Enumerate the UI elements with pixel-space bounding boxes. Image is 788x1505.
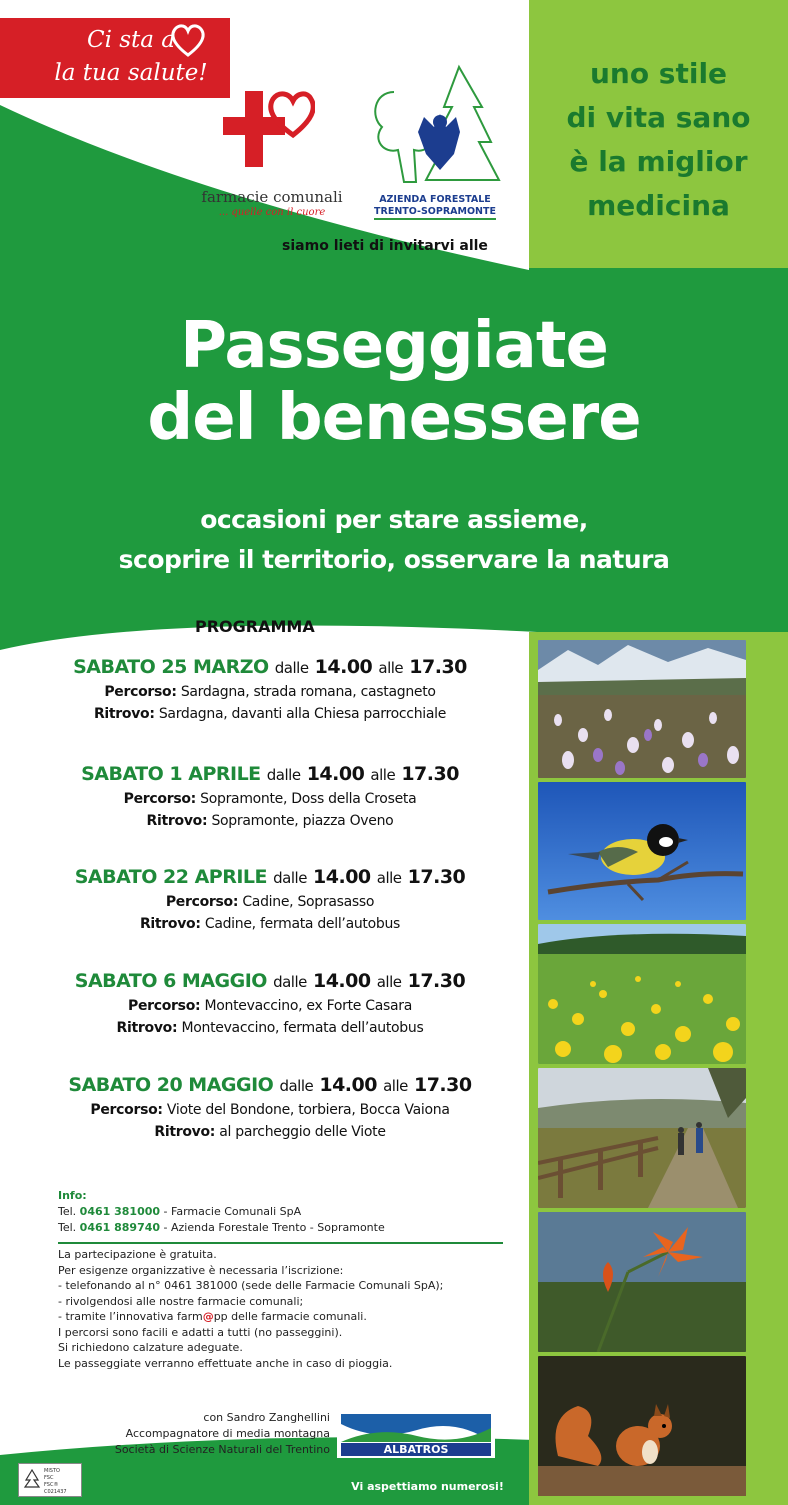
event-meeting bbox=[30, 810, 510, 832]
app-at-symbol: @ bbox=[202, 1310, 214, 1323]
event-day: SABATO 6 MAGGIO bbox=[74, 970, 267, 992]
subtitle bbox=[0, 500, 788, 580]
event-when bbox=[30, 1072, 510, 1099]
guide-line: Società di Scienze Naturali del Trentino bbox=[114, 1443, 330, 1456]
event-item bbox=[30, 1072, 510, 1143]
slogan-line-3: è la miglior bbox=[569, 145, 748, 178]
meeting-value: al parcheggio delle Viote bbox=[219, 1124, 386, 1140]
guide-credit bbox=[90, 1410, 330, 1458]
event-meeting bbox=[30, 1017, 510, 1039]
fsc-line: MISTO bbox=[44, 1468, 60, 1474]
event-end: 17.30 bbox=[407, 866, 466, 888]
event-item bbox=[30, 968, 510, 1039]
guide-line: con Sandro Zanghellini bbox=[203, 1411, 330, 1424]
meeting-value: Sardagna, davanti alla Chiesa parrocchiale bbox=[158, 706, 447, 722]
note-line: Per esigenze organizzative è necessaria l’iscrizione: bbox=[58, 1263, 344, 1277]
event-route bbox=[30, 995, 510, 1017]
tel-prefix: Tel. bbox=[58, 1221, 77, 1234]
meeting-value: Sopramonte, piazza Oveno bbox=[211, 813, 394, 829]
event-day: SABATO 22 APRILE bbox=[74, 866, 268, 888]
event-start: 14.00 bbox=[313, 866, 371, 888]
meeting-label: Ritrovo: bbox=[93, 706, 155, 722]
farmacie-tagline: ... quelle con il cuore bbox=[218, 207, 326, 218]
forest-eagle-logo bbox=[364, 62, 514, 192]
badge-line-2: la tua salute! bbox=[54, 60, 208, 86]
event-start: 14.00 bbox=[306, 763, 365, 785]
note-line: - telefonando al n° 0461 381000 (sede delle Farmacie Comunali SpA); bbox=[58, 1279, 444, 1292]
to-label: alle bbox=[370, 766, 396, 784]
note-line bbox=[58, 1309, 508, 1325]
route-label: Percorso: bbox=[165, 894, 239, 910]
slogan-line-2: di vita sano bbox=[566, 101, 751, 134]
event-end: 17.30 bbox=[409, 656, 467, 678]
note-line: La partecipazione è gratuita. bbox=[58, 1248, 217, 1261]
event-day: SABATO 25 MARZO bbox=[73, 656, 269, 678]
photo-orange-lily bbox=[538, 1212, 746, 1352]
meeting-label: Ritrovo: bbox=[116, 1020, 178, 1036]
note-line: I percorsi sono facili e adatti a tutti (no passeggini). bbox=[58, 1325, 343, 1339]
from-label: dalle bbox=[273, 869, 307, 887]
route-value: Cadine, Soprasasso bbox=[242, 894, 375, 910]
farmacie-name: farmacie comunali bbox=[201, 188, 343, 206]
event-end: 17.30 bbox=[413, 1074, 472, 1096]
route-label: Percorso: bbox=[123, 791, 196, 807]
phone-desc: - Azienda Forestale Trento - Sopramonte bbox=[163, 1221, 385, 1234]
event-meeting bbox=[30, 703, 510, 725]
main-title bbox=[0, 310, 788, 454]
meeting-value: Montevaccino, fermata dell’autobus bbox=[181, 1020, 424, 1036]
to-label: alle bbox=[376, 973, 402, 991]
title-line-2: del benessere bbox=[147, 381, 641, 455]
albatros-wordmark: ALBATROS bbox=[383, 1443, 449, 1456]
event-start: 14.00 bbox=[312, 970, 371, 992]
slogan-line-4: medicina bbox=[587, 189, 730, 222]
heart-icon bbox=[168, 22, 208, 58]
photo-great-tit-bird bbox=[538, 782, 746, 920]
event-end: 17.30 bbox=[401, 763, 459, 785]
route-label: Percorso: bbox=[90, 1102, 163, 1118]
closing-text: Vi aspettiamo numerosi! bbox=[351, 1480, 504, 1493]
phone-number: 0461 889740 bbox=[79, 1221, 161, 1234]
tree-check-icon bbox=[22, 1468, 42, 1490]
forest-name bbox=[360, 194, 510, 220]
event-when bbox=[30, 761, 510, 788]
note-part: pp delle farmacie comunali. bbox=[213, 1310, 367, 1323]
slogan bbox=[529, 52, 788, 228]
photo-dandelion-meadow bbox=[538, 924, 746, 1064]
program-heading: PROGRAMMA bbox=[195, 617, 315, 636]
photo-hikers-path bbox=[538, 1068, 746, 1208]
event-end: 17.30 bbox=[407, 970, 466, 992]
divider bbox=[58, 1242, 503, 1244]
from-label: dalle bbox=[279, 1077, 314, 1095]
from-label: dalle bbox=[274, 659, 309, 677]
event-route bbox=[30, 681, 510, 703]
note-line: Si richiedono calzature adeguate. bbox=[58, 1341, 243, 1354]
route-value: Montevaccino, ex Forte Casara bbox=[204, 998, 412, 1014]
meeting-label: Ritrovo: bbox=[139, 916, 201, 932]
note-part: - tramite l’innovativa farm bbox=[58, 1310, 203, 1323]
to-label: alle bbox=[378, 659, 404, 677]
photo-crocus-meadow bbox=[538, 640, 746, 778]
phone-number: 0461 381000 bbox=[79, 1205, 161, 1218]
event-start: 14.00 bbox=[314, 656, 373, 678]
forest-name-line-2: TRENTO-SOPRAMONTE bbox=[374, 206, 496, 220]
to-label: alle bbox=[376, 869, 402, 887]
route-value: Sardagna, strada romana, castagneto bbox=[180, 684, 436, 700]
photo-red-squirrel bbox=[538, 1356, 746, 1496]
fsc-text bbox=[44, 1468, 81, 1496]
event-item bbox=[30, 654, 510, 725]
route-label: Percorso: bbox=[104, 684, 177, 700]
fsc-line: FSC bbox=[44, 1475, 54, 1481]
invite-text: siamo lieti di invitarvi alle bbox=[282, 238, 488, 254]
from-label: dalle bbox=[266, 766, 301, 784]
subtitle-line-1: occasioni per stare assieme, bbox=[200, 505, 588, 534]
note-line: - rivolgendosi alle nostre farmacie comunali; bbox=[58, 1294, 304, 1308]
event-when bbox=[30, 654, 510, 681]
title-line-1: Passeggiate bbox=[180, 309, 608, 383]
info-phone-2 bbox=[58, 1220, 498, 1236]
to-label: alle bbox=[383, 1077, 408, 1095]
info-phone-1 bbox=[58, 1204, 498, 1220]
event-meeting bbox=[30, 1121, 510, 1143]
notes-block bbox=[58, 1247, 508, 1371]
forest-name-line-1: AZIENDA FORESTALE bbox=[379, 194, 491, 205]
phone-desc: - Farmacie Comunali SpA bbox=[163, 1205, 302, 1218]
route-value: Sopramonte, Doss della Croseta bbox=[200, 791, 417, 807]
route-value: Viote del Bondone, torbiera, Bocca Vaiona bbox=[166, 1102, 450, 1118]
note-line: Le passeggiate verranno effettuate anche in caso di pioggia. bbox=[58, 1356, 393, 1370]
tel-prefix: Tel. bbox=[58, 1205, 77, 1218]
event-item bbox=[30, 864, 510, 935]
fsc-line: FSC® C021437 bbox=[44, 1482, 67, 1495]
event-route bbox=[30, 788, 510, 810]
event-route bbox=[30, 891, 510, 913]
badge-line-1: Ci sta a bbox=[86, 27, 176, 53]
event-day: SABATO 1 APRILE bbox=[81, 763, 261, 785]
info-block bbox=[58, 1188, 498, 1236]
event-item bbox=[30, 761, 510, 832]
fsc-certification-logo bbox=[18, 1463, 82, 1497]
farmacie-cross-heart-logo bbox=[223, 83, 315, 175]
albatros-logo bbox=[337, 1408, 495, 1458]
event-day: SABATO 20 MAGGIO bbox=[68, 1074, 274, 1096]
meeting-label: Ritrovo: bbox=[154, 1124, 216, 1140]
event-when bbox=[30, 968, 510, 995]
from-label: dalle bbox=[273, 973, 307, 991]
event-when bbox=[30, 864, 510, 891]
subtitle-line-2: scoprire il territorio, osservare la natura bbox=[118, 545, 670, 574]
meeting-value: Cadine, fermata dell’autobus bbox=[204, 916, 401, 932]
event-meeting bbox=[30, 913, 510, 935]
route-label: Percorso: bbox=[127, 998, 201, 1014]
event-route bbox=[30, 1099, 510, 1121]
guide-line: Accompagnatore di media montagna bbox=[125, 1427, 330, 1440]
meeting-label: Ritrovo: bbox=[146, 813, 208, 829]
info-label: Info: bbox=[58, 1189, 87, 1202]
slogan-line-1: uno stile bbox=[589, 57, 728, 90]
event-start: 14.00 bbox=[319, 1074, 377, 1096]
